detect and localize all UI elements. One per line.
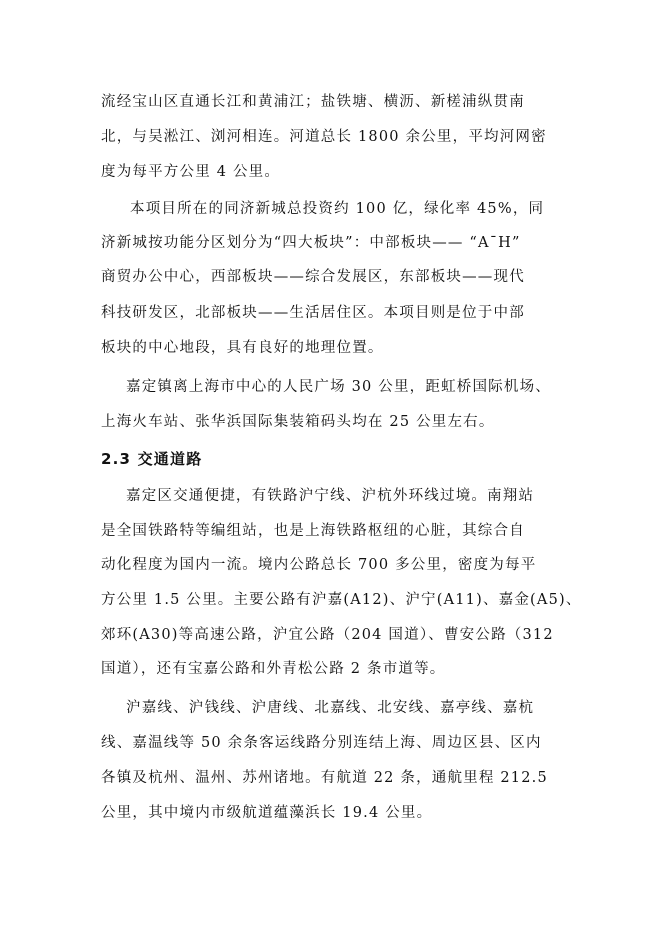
text-line: 上海火车站、张华浜国际集装箱码头均在 25 公里左右。 — [101, 414, 495, 430]
text-line: 各镇及杭州、温州、苏州诸地。有航道 22 条，通航里程 212.5 — [101, 770, 548, 786]
text-line: 国道），还有宝嘉公路和外青松公路 2 条市道等。 — [101, 661, 446, 677]
text-line: 济新城按功能分区划分为“四大板块”：中部板块—— “A¯H” — [101, 235, 521, 251]
text-line: 公里，其中境内市级航道蕴藻浜长 19.4 公里。 — [101, 805, 433, 821]
text-line: 嘉定区交通便捷，有铁路沪宁线、沪杭外环线过境。南翔站 — [126, 488, 535, 504]
text-line: 流经宝山区直通长江和黄浦江；盐铁塘、横沥、新槎浦纵贯南 — [101, 94, 525, 110]
text-line: 本项目所在的同济新城总投资约 100 亿，绿化率 45%，同 — [130, 201, 545, 217]
text-line: 是全国铁路特等编组站，也是上海铁路枢纽的心脏，其综合自 — [101, 523, 525, 539]
text-line: 方公里 1.5 公里。主要公路有沪嘉(A12)、沪宁(A11)、嘉金(A5)、 — [101, 592, 582, 608]
text-line: 嘉定镇离上海市中心的人民广场 30 公里，距虹桥国际机场、 — [126, 379, 551, 395]
text-line: 板块的中心地段，具有良好的地理位置。 — [101, 340, 384, 356]
text-line: 度为每平方公里 4 公里。 — [101, 164, 281, 180]
text-line: 沪嘉线、沪钱线、沪唐线、北嘉线、北安线、嘉亭线、嘉杭 — [126, 700, 535, 716]
text-line: 北，与吴淞江、浏河相连。河道总长 1800 余公里，平均河网密 — [101, 129, 547, 145]
text-line: 线、嘉温线等 50 余条客运线路分别连结上海、周边区县、区内 — [101, 735, 542, 751]
text-line: 郊环(A30)等高速公路，沪宜公路（204 国道）、曹安公路（312 — [101, 627, 554, 643]
text-line: 动化程度为国内一流。境内公路总长 700 多公里，密度为每平 — [101, 557, 537, 573]
text-line: 商贸办公中心，西部板块——综合发展区，东部板块——现代 — [101, 269, 525, 285]
section-heading: 2.3 交通道路 — [101, 450, 203, 468]
text-line: 科技研发区，北部板块——生活居住区。本项目则是位于中部 — [101, 305, 525, 321]
